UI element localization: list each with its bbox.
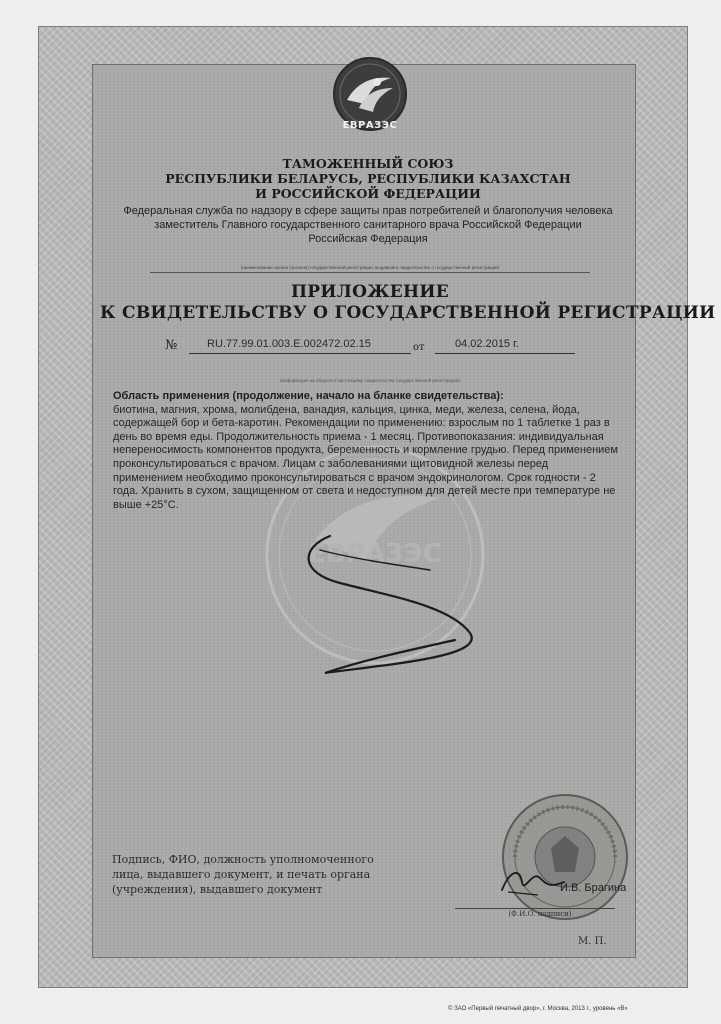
agency-caption: (наименование органа (органов) государственной регистрации, выдавшего свидетельство о государственной регистрации) — [240, 265, 500, 270]
application-line: применением необходимо проконсультироваться с врачом эндокринологом. Срок годности - 2 — [113, 471, 596, 484]
application-line: биотина, магния, хрома, молибдена, ванадия, кальция, цинка, меди, железа, селена, йода, — [113, 403, 580, 416]
signer-signature — [498, 862, 568, 902]
title-line-2: К СВИДЕТЕЛЬСТВУ О ГОСУДАРСТВЕННОЙ РЕГИСТРАЦИИ — [100, 303, 716, 323]
registration-date: 04.02.2015 г. — [455, 338, 519, 350]
signature-caption — [112, 852, 372, 897]
fio-caption: (Ф.И.О. подписи) — [508, 910, 572, 918]
agency-line-1: Федеральная служба по надзору в сфере защиты прав потребителей и благополучия человека — [123, 205, 613, 217]
header-line-1: ТАМОЖЕННЫЙ СОЮЗ — [282, 156, 454, 171]
application-line: непереносимость компонентов продукта, беременность и кормление грудью. Перед применением — [113, 444, 618, 457]
title-line-1: ПРИЛОЖЕНИЕ — [290, 282, 450, 302]
stamp-place-label: М. П. — [578, 936, 607, 947]
printer-note: © ЗАО «Первый печатный двор», г. Москва, 2013 г., уровень «В» — [448, 1006, 628, 1012]
signature-caption-line-1: Подпись, ФИО, должность уполномоченного — [112, 853, 374, 866]
number-sign: № — [165, 338, 178, 353]
header-line-3: И РОССИЙСКОЙ ФЕДЕРАЦИИ — [255, 186, 481, 201]
application-line: проконсультироваться с врачом. Лицам с заболеваниями щитовидной железы перед — [113, 457, 549, 470]
application-line: день во время еды. Продолжительность приема - 1 месяц. Противопоказания: индивидуальная — [113, 430, 604, 443]
header-line-2: РЕСПУБЛИКИ БЕЛАРУСЬ, РЕСПУБЛИКИ КАЗАХСТАН — [165, 171, 571, 186]
application-line: содержащей бор и бета-каротин. Рекомендации по применению: взрослым по 1 таблетке 1 раз в — [113, 417, 610, 430]
official-seal — [495, 790, 635, 925]
registration-line — [165, 336, 575, 358]
document-title — [100, 282, 716, 324]
agency-line-2: заместитель Главного государственного санитарного врача Российской Федерации — [154, 219, 582, 231]
application-line: года. Хранить в сухом, защищенном от света и недоступном для детей месте при температуре не — [113, 485, 616, 498]
union-header — [108, 156, 628, 201]
application-title: Область применения (продолжение, начало на бланке свидетельства): — [113, 390, 504, 402]
signature-caption-line-3: (учреждения), выдавшего документ — [112, 883, 323, 896]
registration-caption: (информация на обороте к настоящему свидетельству государственной регистрации) — [280, 378, 460, 383]
signer-name: И.В. Брагина — [560, 882, 627, 894]
signature-caption-line-2: лица, выдавшего документ, и печать органа — [112, 868, 371, 881]
application-line: выше +25°С. — [113, 498, 179, 511]
emblem-label: ЕВРАЗЭС — [342, 120, 398, 131]
agency-caption-line — [150, 272, 590, 274]
registration-number: RU.77.99.01.003.E.002472.02.15 — [207, 338, 371, 350]
fio-underline — [455, 908, 615, 909]
application-text — [113, 390, 623, 512]
agency-block — [108, 204, 628, 246]
handwritten-signature — [280, 528, 510, 678]
watermark-label: ЕВРАЗЭС — [308, 539, 442, 569]
date-label: от — [413, 342, 425, 353]
date-underline — [435, 353, 575, 354]
number-underline — [189, 353, 411, 354]
agency-line-3: Российская Федерация — [308, 233, 428, 245]
